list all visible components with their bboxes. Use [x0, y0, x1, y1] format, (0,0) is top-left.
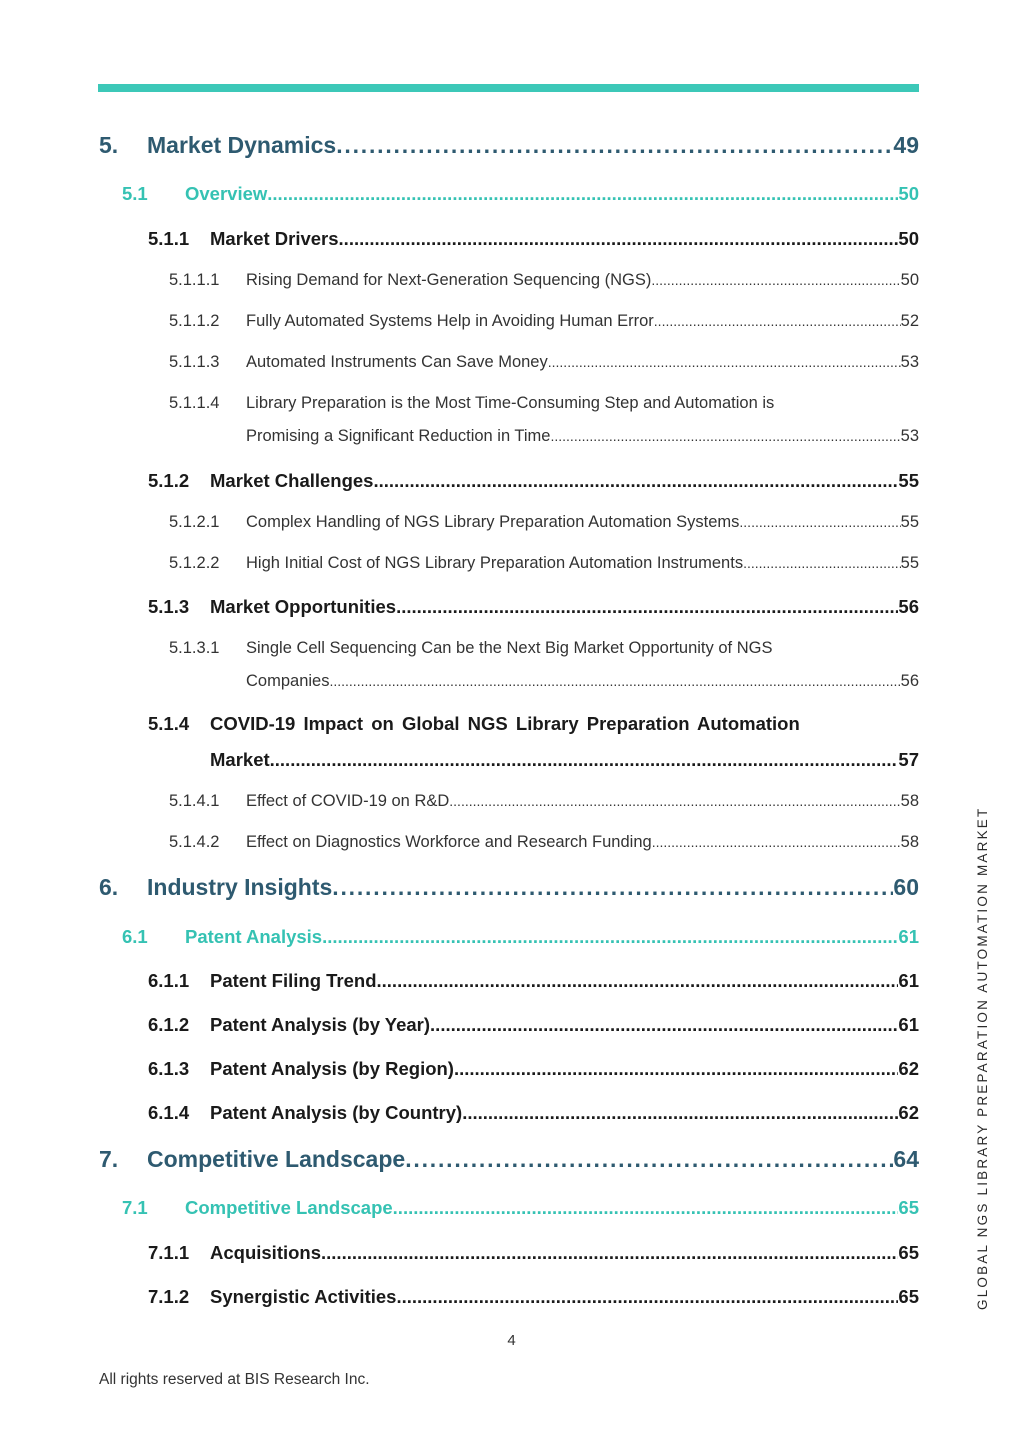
- toc-leader: [654, 313, 901, 329]
- toc-page: 50: [900, 271, 919, 289]
- toc-leader: [405, 1146, 893, 1173]
- toc-chapter-6[interactable]: [99, 874, 919, 904]
- toc-number: 5.1.1.1: [169, 271, 220, 289]
- toc-leader: [743, 555, 901, 571]
- toc-title: Overview: [185, 183, 268, 204]
- toc-subsection-5-1-1[interactable]: [148, 228, 919, 252]
- toc-section-7-1[interactable]: [122, 1197, 919, 1221]
- toc-item-5-1-1-3[interactable]: [169, 353, 919, 375]
- toc-page: 56: [900, 672, 919, 690]
- toc-title-line2: Promising a Significant Reduction in Time: [246, 427, 551, 445]
- toc-page: 65: [898, 1242, 919, 1263]
- toc-title: Patent Analysis (by Year): [210, 1014, 431, 1035]
- toc-leader: [449, 793, 900, 809]
- toc-title: Market Dynamics: [147, 132, 337, 158]
- toc-leader: [321, 1242, 898, 1264]
- toc-number: 5.1.1.4: [169, 394, 220, 412]
- toc-title: Effect of COVID-19 on R&D: [246, 792, 450, 810]
- toc-number: 6.1: [122, 926, 148, 947]
- toc-number: 6.1.4: [148, 1102, 190, 1123]
- toc-title: Competitive Landscape: [147, 1146, 406, 1172]
- toc-page: 55: [900, 513, 919, 531]
- toc-page: 61: [898, 926, 919, 947]
- toc-title: Market Challenges: [210, 470, 374, 491]
- toc-item-5-1-4-1[interactable]: [169, 792, 919, 814]
- toc-leader: [267, 183, 898, 205]
- toc-number: 5.1.2.1: [169, 513, 220, 531]
- toc-item-5-1-3-1[interactable]: [169, 639, 919, 661]
- toc-title-line2: Market: [210, 749, 270, 770]
- toc-page: 62: [898, 1102, 919, 1123]
- toc-subsection-7-1-1[interactable]: [148, 1242, 919, 1266]
- toc-page: 55: [900, 554, 919, 572]
- toc-page: 60: [893, 874, 919, 900]
- toc-page: 53: [900, 427, 919, 445]
- toc-number: 7.1: [122, 1197, 148, 1218]
- toc-page: 53: [900, 353, 919, 371]
- toc-number: 5.1.4: [148, 713, 190, 734]
- toc-item-5-1-1-4[interactable]: [169, 394, 919, 416]
- toc-leader: [396, 596, 898, 618]
- toc-item-5-1-2-2[interactable]: [169, 554, 919, 576]
- toc-title: Synergistic Activities: [210, 1286, 397, 1307]
- toc-title: Automated Instruments Can Save Money: [246, 353, 548, 371]
- toc-chapter-7[interactable]: [99, 1146, 919, 1176]
- toc-leader: [550, 428, 900, 444]
- toc-number: 5.: [99, 132, 119, 158]
- toc-number: 6.1.3: [148, 1058, 190, 1079]
- toc-page: 65: [898, 1197, 919, 1218]
- toc-title: Competitive Landscape: [185, 1197, 393, 1218]
- toc-leader: [336, 132, 893, 159]
- toc-subsection-7-1-2[interactable]: [148, 1286, 919, 1310]
- toc-item-5-1-4-2[interactable]: [169, 833, 919, 855]
- toc-title: Complex Handling of NGS Library Preparation Automation Systems: [246, 513, 740, 531]
- toc-number: 7.: [99, 1146, 119, 1172]
- toc-item-5-1-2-1[interactable]: [169, 513, 919, 535]
- toc-subsection-6-1-3[interactable]: [148, 1058, 919, 1082]
- toc-title: Market Opportunities: [210, 596, 397, 617]
- toc-leader: [430, 1014, 898, 1036]
- toc-leader: [651, 272, 900, 288]
- toc-title-line1: Single Cell Sequencing Can be the Next Big Market Opportunity of NGS: [246, 639, 773, 657]
- toc-leader: [396, 1286, 898, 1308]
- toc-number: 5.1.1.2: [169, 312, 220, 330]
- toc-title: Patent Analysis (by Country): [210, 1102, 463, 1123]
- toc-item-5-1-1-4-continued[interactable]: [246, 427, 919, 449]
- toc-title: Patent Analysis (by Region): [210, 1058, 454, 1079]
- toc-subsection-6-1-2[interactable]: [148, 1014, 919, 1038]
- toc-leader: [393, 1197, 899, 1219]
- toc-leader: [462, 1102, 898, 1124]
- toc-number: 5.1.2.2: [169, 554, 220, 572]
- toc-section-5-1[interactable]: [122, 183, 919, 207]
- toc-page: 61: [898, 970, 919, 991]
- toc-item-5-1-1-1[interactable]: [169, 271, 919, 293]
- toc-item-5-1-1-2[interactable]: [169, 312, 919, 334]
- toc-leader: [454, 1058, 898, 1080]
- toc-title-line1: COVID-19 Impact on Global NGS Library Preparation Automation: [210, 713, 800, 734]
- side-report-title: GLOBAL NGS LIBRARY PREPARATION AUTOMATION MARKET: [975, 806, 990, 1310]
- toc-subsection-5-1-2[interactable]: [148, 470, 919, 494]
- toc-page: 62: [898, 1058, 919, 1079]
- toc-number: 5.1.4.1: [169, 792, 220, 810]
- toc-page: 61: [898, 1014, 919, 1035]
- toc-leader: [739, 514, 900, 530]
- toc-page: 58: [900, 792, 919, 810]
- toc-page: 52: [900, 312, 919, 330]
- toc-page: 49: [893, 132, 919, 158]
- toc-page: 65: [898, 1286, 919, 1307]
- toc-leader: [270, 749, 899, 771]
- toc-number: 6.1.2: [148, 1014, 190, 1035]
- top-accent-rule: [98, 84, 919, 92]
- toc-number: 7.1.1: [148, 1242, 190, 1263]
- toc-number: 6.: [99, 874, 119, 900]
- toc-title: Patent Analysis: [185, 926, 323, 947]
- toc-leader: [377, 970, 899, 992]
- toc-number: 5.1.1: [148, 228, 190, 249]
- toc-leader: [339, 228, 899, 250]
- toc-page: 50: [898, 228, 919, 249]
- toc-title: High Initial Cost of NGS Library Preparation Automation Instruments: [246, 554, 744, 572]
- toc-title-line2: Companies: [246, 672, 330, 690]
- toc-item-5-1-3-1-continued[interactable]: [246, 672, 919, 694]
- toc-number: 5.1.2: [148, 470, 190, 491]
- toc-title: Acquisitions: [210, 1242, 322, 1263]
- footer-copyright: All rights reserved at BIS Research Inc.: [99, 1371, 370, 1388]
- toc-page: 64: [893, 1146, 919, 1172]
- toc-title: Patent Filing Trend: [210, 970, 377, 991]
- toc-subsection-5-1-3[interactable]: [148, 596, 919, 620]
- toc-subsection-5-1-4[interactable]: [148, 713, 919, 737]
- toc-page: 58: [900, 833, 919, 851]
- toc-leader: [373, 470, 898, 492]
- toc-subsection-6-1-1[interactable]: [148, 970, 919, 994]
- toc-leader: [329, 673, 900, 689]
- toc-subsection-6-1-4[interactable]: [148, 1102, 919, 1126]
- toc-title: Industry Insights: [147, 874, 333, 900]
- toc-section-6-1[interactable]: [122, 926, 919, 950]
- toc-subsection-5-1-4-continued[interactable]: [210, 749, 919, 773]
- toc-title: Rising Demand for Next-Generation Sequencing (NGS): [246, 271, 652, 289]
- toc-number: 5.1.1.3: [169, 353, 220, 371]
- toc-number: 6.1.1: [148, 970, 190, 991]
- toc-number: 5.1.4.2: [169, 833, 220, 851]
- toc-page: 57: [898, 749, 919, 770]
- toc-leader: [322, 926, 898, 948]
- toc-title: Market Drivers: [210, 228, 339, 249]
- toc-page: 56: [898, 596, 919, 617]
- toc-title-line1: Library Preparation is the Most Time-Consuming Step and Automation is: [246, 394, 775, 412]
- toc-page: 55: [898, 470, 919, 491]
- toc-number: 7.1.2: [148, 1286, 190, 1307]
- toc-title: Fully Automated Systems Help in Avoiding Human Error: [246, 312, 654, 330]
- toc-number: 5.1: [122, 183, 148, 204]
- toc-leader: [548, 354, 901, 370]
- toc-number: 5.1.3.1: [169, 639, 220, 657]
- toc-title: Effect on Diagnostics Workforce and Research Funding: [246, 833, 652, 851]
- toc-leader: [652, 834, 901, 850]
- toc-number: 5.1.3: [148, 596, 190, 617]
- page-number: 4: [507, 1332, 516, 1349]
- toc-chapter-5[interactable]: [99, 132, 919, 162]
- toc-leader: [332, 874, 893, 901]
- toc-page: 50: [898, 183, 919, 204]
